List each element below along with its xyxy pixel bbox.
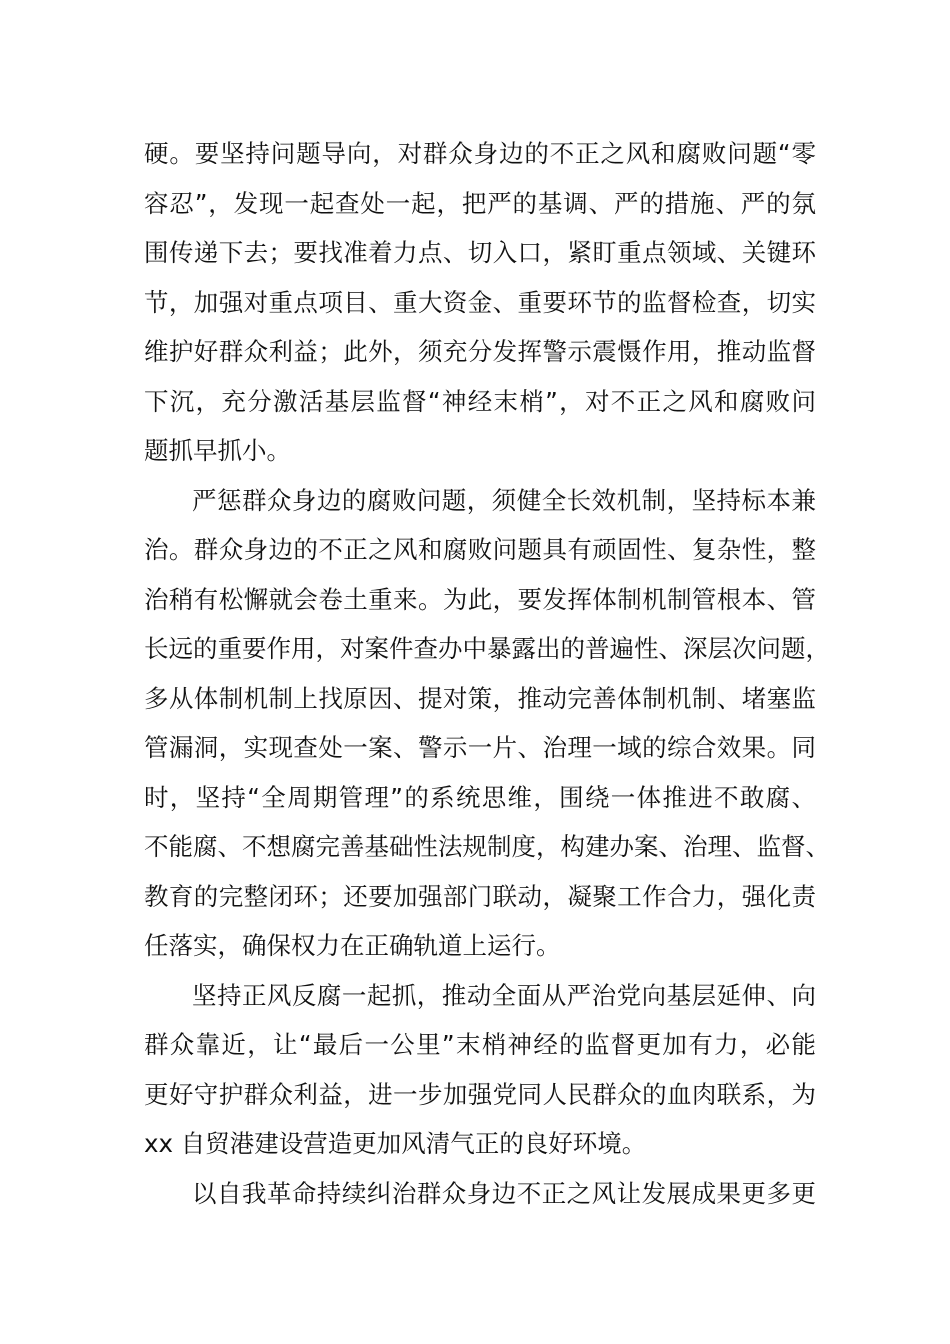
- text-line: 以自我革命持续纠治群众身边不正之风让发展成果更多更: [192, 1178, 816, 1208]
- text-line: 长远的重要作用，对案件查办中暴露出的普遍性、深层次问题，: [144, 634, 830, 663]
- text-line: 围传递下去；要找准着力点、切入口，紧盯重点领域、关键环: [144, 238, 816, 267]
- text-line: 节，加强对重点项目、重大资金、重要环节的监督检查，切实: [144, 287, 816, 317]
- text-line: 维护好群众利益；此外，须充分发挥警示震慑作用，推动监督: [144, 337, 816, 366]
- text-line: 任落实，确保权力在正确轨道上运行。: [144, 931, 561, 960]
- text-line: 坚持正风反腐一起抓，推动全面从严治党向基层延伸、向: [192, 980, 816, 1010]
- text-line: 多从体制机制上找原因、提对策，推动完善体制机制、堵塞监: [144, 683, 816, 713]
- text-line: 题抓早抓小。: [144, 436, 291, 465]
- text-line: 下沉，充分激活基层监督“神经末梢”，对不正之风和腐败问: [144, 386, 816, 416]
- text-line: 不能腐、不想腐完善基础性法规制度，构建办案、治理、监督、: [144, 832, 830, 861]
- text-line: 时，坚持“全周期管理”的系统思维，围绕一体推进不敢腐、: [144, 782, 816, 812]
- text-line: 更好守护群众利益，进一步加强党同人民群众的血肉联系，为: [144, 1079, 816, 1109]
- text-line: 治稍有松懈就会卷土重来。为此，要发挥体制机制管根本、管: [144, 584, 816, 614]
- text-line: 群众靠近，让“最后一公里”末梢神经的监督更加有力，必能: [144, 1030, 816, 1059]
- text-line: 管漏洞，实现查处一案、警示一片、治理一域的综合效果。同: [144, 733, 816, 762]
- text-line: 严惩群众身边的腐败问题，须健全长效机制，坚持标本兼: [192, 485, 816, 515]
- text-line: 教育的完整闭环；还要加强部门联动，凝聚工作合力，强化责: [144, 881, 816, 911]
- text-line: 容忍”，发现一起查处一起，把严的基调、严的措施、严的氛: [144, 188, 816, 218]
- body-text: [144, 129, 830, 1218]
- text-line: xx 自贸港建设营造更加风清气正的良好环境。: [144, 1129, 647, 1158]
- text-line: 治。群众身边的不正之风和腐败问题具有顽固性、复杂性，整: [144, 535, 816, 564]
- text-line: 硬。要坚持问题导向，对群众身边的不正之风和腐败问题“零: [144, 139, 816, 168]
